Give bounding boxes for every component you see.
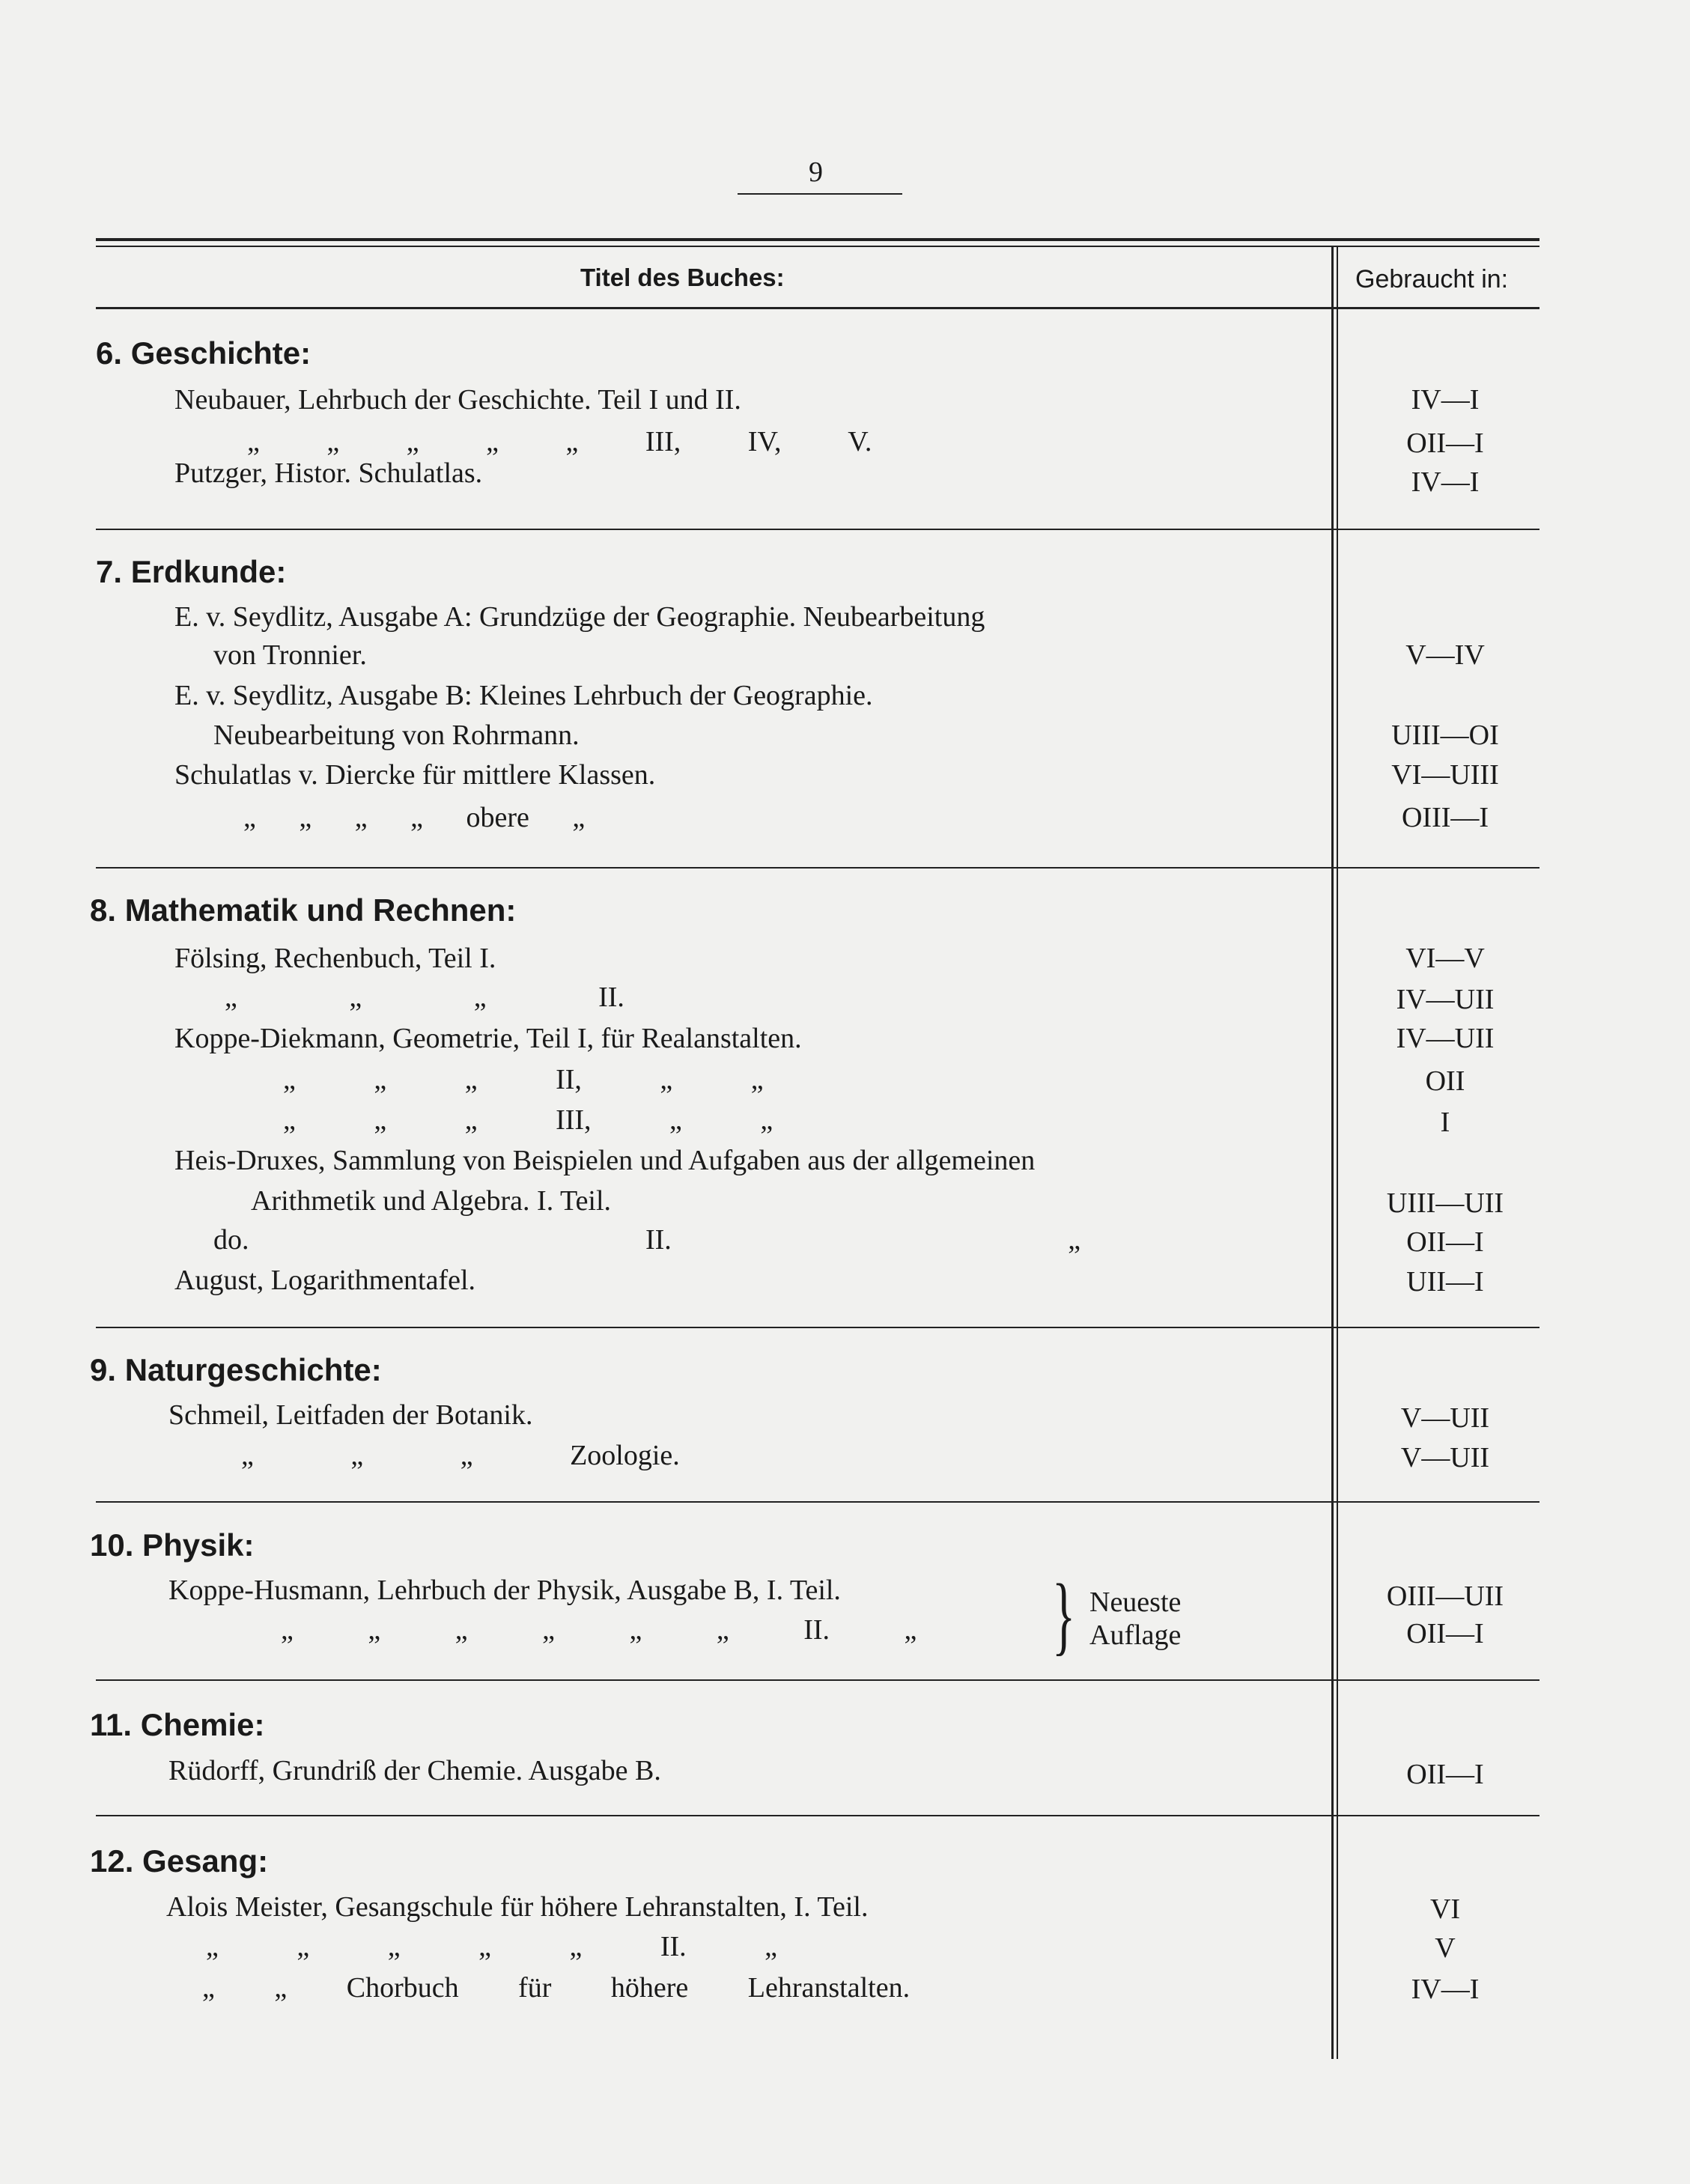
grade-cell: UIII—OI	[1391, 720, 1499, 751]
brace-icon: }	[1052, 1566, 1076, 1664]
edition-note-line2: Auflage	[1089, 1619, 1182, 1651]
grade-cell: OII—I	[1406, 1759, 1484, 1790]
page-number: 9	[809, 156, 823, 188]
grade-cell: I	[1440, 1107, 1450, 1138]
grade-cell: IV—UII	[1396, 1023, 1495, 1054]
book-row: Neubauer, Lehrbuch der Geschichte. Teil I und II.	[174, 384, 741, 416]
grade-cell: OII—I	[1406, 1618, 1484, 1649]
grade-cell: OII	[1425, 1065, 1465, 1097]
section-heading-erdkunde: 7. Erdkunde:	[96, 554, 287, 589]
section-divider	[96, 1815, 1539, 1816]
section-heading-naturgeschichte: 9. Naturgeschichte:	[90, 1352, 382, 1387]
section-heading-physik: 10. Physik:	[90, 1527, 255, 1563]
book-row: „ „ „ II, „ „	[283, 1064, 764, 1095]
book-row: do. II. „	[213, 1224, 1081, 1256]
book-row: „ „ Chorbuch für höhere Lehranstalten.	[202, 1972, 911, 2004]
book-row: Heis-Druxes, Sammlung von Beispielen und Aufgaben aus der allgemeinen	[174, 1145, 1036, 1176]
grade-cell: UIII—UII	[1386, 1187, 1504, 1219]
book-row: „ „ „ „ „ „ II. „	[281, 1614, 917, 1646]
book-row: Koppe-Husmann, Lehrbuch der Physik, Ausgabe B, I. Teil.	[168, 1575, 841, 1606]
column-header-used-in: Gebraucht in:	[1355, 265, 1509, 293]
section-heading-chemie: 11. Chemie:	[90, 1707, 265, 1742]
page-number-rule	[738, 193, 902, 195]
grade-cell: V	[1435, 1932, 1456, 1964]
book-row: Schmeil, Leitfaden der Botanik.	[168, 1399, 533, 1431]
table-top-rule-thin	[96, 246, 1539, 247]
grade-cell: IV—I	[1411, 384, 1480, 416]
grade-cell: IV—UII	[1396, 984, 1495, 1015]
edition-note-line1: Neueste	[1089, 1587, 1182, 1618]
grade-cell: V—UII	[1400, 1402, 1490, 1434]
book-row: „ „ „ II.	[225, 982, 624, 1013]
book-row: Putzger, Histor. Schulatlas.	[174, 457, 483, 489]
book-row: „ „ „ „ „ II. „	[206, 1931, 778, 1962]
book-row: E. v. Seydlitz, Ausgabe B: Kleines Lehrbuch der Geographie.	[174, 680, 873, 711]
book-row: Alois Meister, Gesangschule für höhere Lehranstalten, I. Teil.	[166, 1891, 869, 1923]
section-divider	[96, 1501, 1539, 1503]
section-divider	[96, 867, 1539, 869]
book-row: Fölsing, Rechenbuch, Teil I.	[174, 943, 496, 974]
grade-cell: VI—V	[1405, 943, 1485, 974]
grade-cell: V—UII	[1400, 1442, 1490, 1473]
grade-cell: OII—I	[1406, 1226, 1484, 1258]
section-divider	[96, 1679, 1539, 1681]
grade-cell: OII—I	[1406, 428, 1484, 459]
grade-cell: VI—UIII	[1391, 759, 1499, 791]
book-row: von Tronnier.	[213, 639, 367, 671]
grade-cell: OIII—UII	[1386, 1581, 1504, 1612]
book-row: August, Logarithmentafel.	[174, 1265, 476, 1296]
grade-cell: IV—I	[1411, 1974, 1480, 2005]
grade-cell: V—IV	[1405, 639, 1485, 671]
table-top-rule	[96, 238, 1539, 241]
column-header-title: Titel des Buches:	[580, 264, 785, 291]
header-bottom-rule	[96, 307, 1539, 309]
book-row: E. v. Seydlitz, Ausgabe A: Grundzüge der Geographie. Neubearbeitung	[174, 601, 985, 633]
grade-cell: UII—I	[1406, 1266, 1484, 1298]
book-row: Neubearbeitung von Rohrmann.	[213, 720, 580, 751]
book-row: Koppe-Diekmann, Geometrie, Teil I, für Realanstalten.	[174, 1023, 802, 1054]
column-divider-2	[1337, 247, 1338, 2059]
section-heading-geschichte: 6. Geschichte:	[96, 335, 311, 371]
section-heading-gesang: 12. Gesang:	[90, 1843, 269, 1879]
book-row: „ „ „ „ „ III, IV, V.	[247, 426, 872, 457]
section-heading-mathematik: 8. Mathematik und Rechnen:	[90, 892, 517, 928]
column-divider	[1331, 247, 1334, 2059]
book-row: Rüdorff, Grundriß der Chemie. Ausgabe B.	[168, 1755, 661, 1786]
book-row: „ „ „ III, „ „	[283, 1104, 773, 1136]
grade-cell: OIII—I	[1401, 802, 1489, 833]
section-divider	[96, 529, 1539, 530]
grade-cell: IV—I	[1411, 466, 1480, 498]
grade-cell: VI	[1429, 1893, 1461, 1925]
book-row: „ „ „ Zoologie.	[241, 1440, 680, 1471]
book-row: Arithmetik und Algebra. I. Teil.	[251, 1185, 612, 1217]
book-row: „ „ „ „ obere „	[243, 802, 586, 833]
book-row: Schulatlas v. Diercke für mittlere Klassen.	[174, 759, 656, 791]
section-divider	[96, 1327, 1539, 1328]
